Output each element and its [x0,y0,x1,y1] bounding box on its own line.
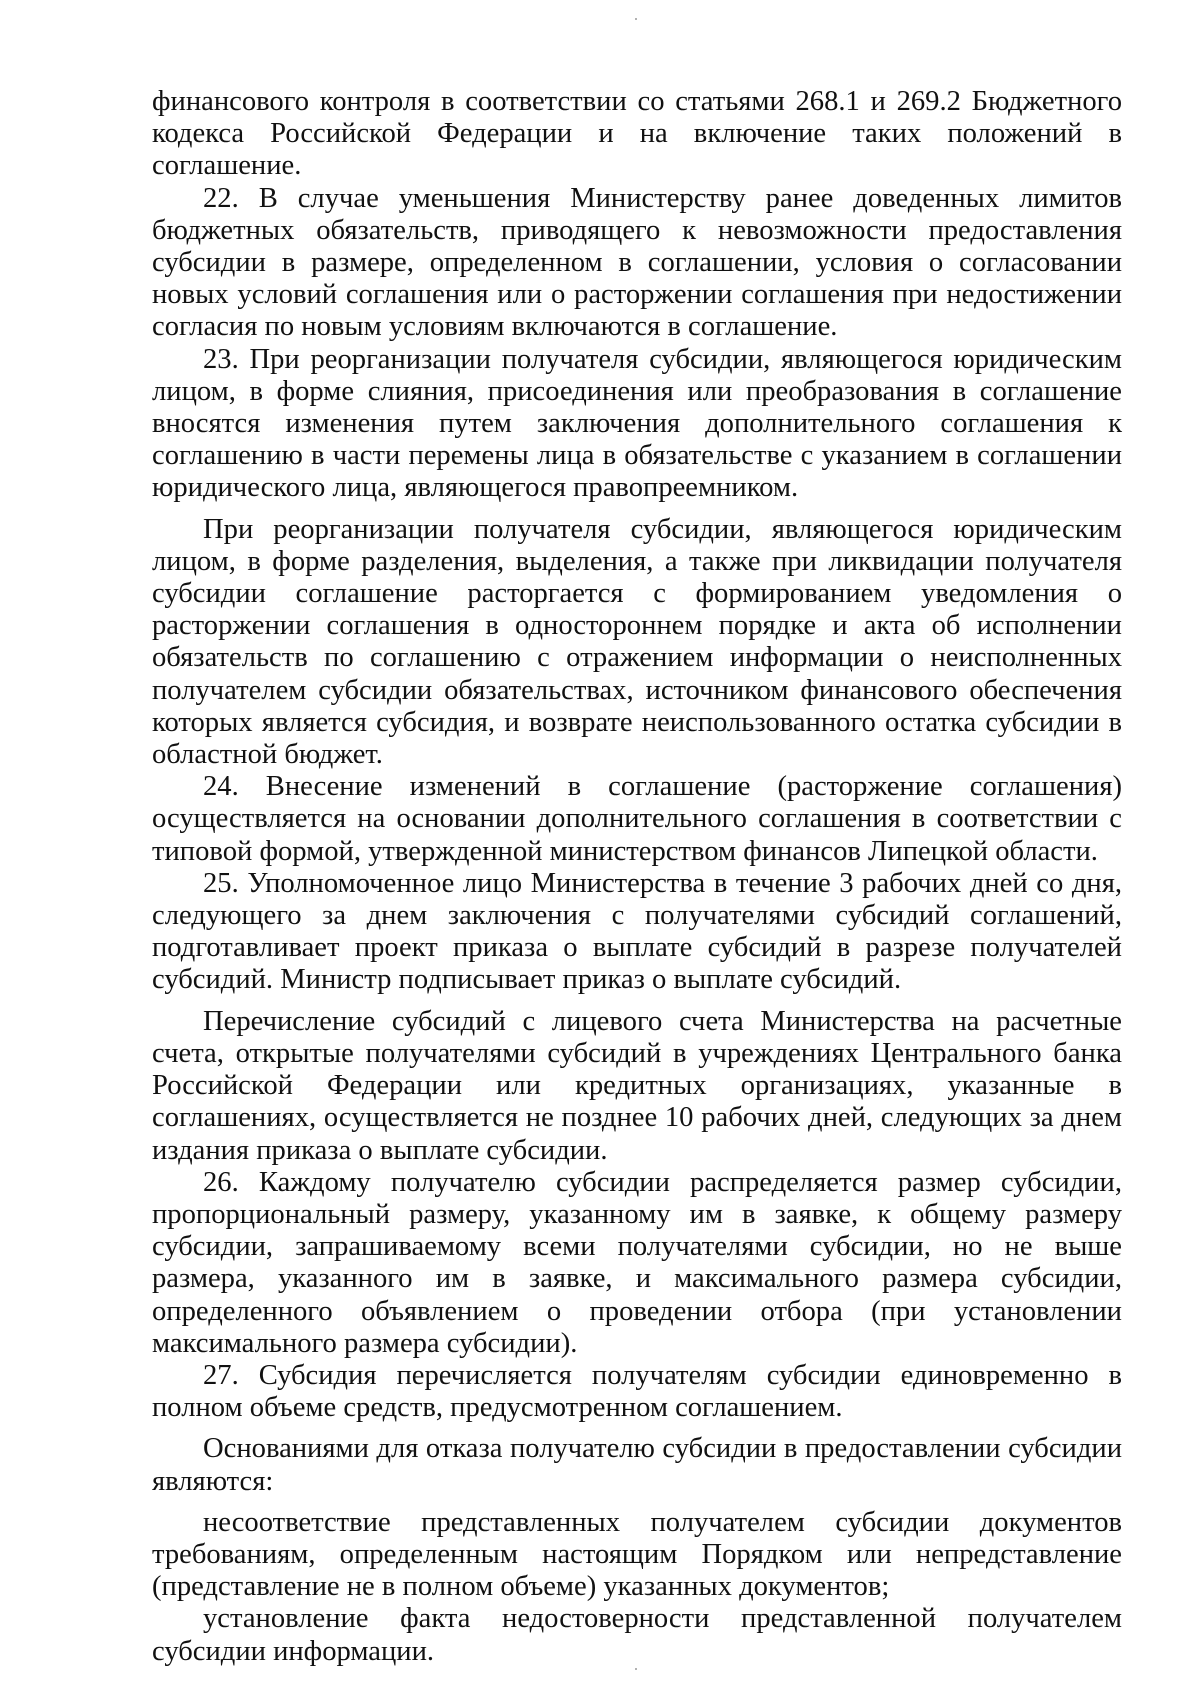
paragraph-25-transfer: Перечисление субсидий с лицевого счета Министерства на расчетные счета, открытые получателями субсидий в учреждениях Центрального банка Российской Федерации или кредитных организациях, указанные в соглашениях, осуществляется не позднее 10 рабочих дней, следующих за днем издания приказа о выплате субсидии. [152,1005,1122,1166]
paragraph-23-reorganization: При реорганизации получателя субсидии, являющегося юридическим лицом, в форме разделения, выделения, а также при ликвидации получателя субсидии соглашение расторгается с формированием уведомления о расторжении соглашения в одностороннем порядке и акта об исполнении обязательств по соглашению с отражением информации о неисполненных получателем субсидии обязательствах, источником финансового обеспечения которых является субсидия, и возврате неиспользованного остатка субсидии в областной бюджет. [152,513,1122,771]
paragraph-27: 27. Субсидия перечисляется получателям субсидии единовременно в полном объеме средств, предусмотренном соглашением. [152,1359,1122,1424]
paragraph-22: 22. В случае уменьшения Министерству ранее доведенных лимитов бюджетных обязательств, приводящего к невозможности предоставления субсидии в размере, определенном в соглашении, условия о согласовании новых условий соглашения или о расторжении соглашения при недостижении согласия по новым условиям включаются в соглашение. [152,182,1122,343]
paragraph-25: 25. Уполномоченное лицо Министерства в течение 3 рабочих дней со дня, следующего за днем заключения с получателями субсидий соглашений, подготавливает проект приказа о выплате субсидий в разрезе получателей субсидий. Министр подписывает приказ о выплате субсидий. [152,867,1122,996]
paragraph-ground-documents: несоответствие представленных получателем субсидии документов требованиям, определенным настоящим Порядком или непредставление (представление не в полном объеме) указанных документов; [152,1506,1122,1603]
scan-speck [635,18,637,20]
paragraph-26: 26. Каждому получателю субсидии распределяется размер субсидии, пропорциональный размеру, указанному им в заявке, к общему размеру субсидии, запрашиваемому всеми получателями субсидии, но не выше размера, указанного им в заявке, и максимального размера субсидии, определенного объявлением о проведении отбора (при установлении максимального размера субсидии). [152,1166,1122,1359]
paragraph-24: 24. Внесение изменений в соглашение (расторжение соглашения) осуществляется на основании дополнительного соглашения в соответствии с типовой формой, утвержденной министерством финансов Липецкой области. [152,771,1122,867]
paragraph-continuation: финансового контроля в соответствии со статьями 268.1 и 269.2 Бюджетного кодекса Российской Федерации и на включение таких положений в соглашение. [152,86,1122,182]
scan-speck [635,1668,637,1670]
paragraph-ground-information: установление факта недостоверности представленной получателем субсидии информации. [152,1603,1122,1667]
paragraph-refusal-grounds: Основаниями для отказа получателю субсидии в предоставлении субсидии являются: [152,1433,1122,1497]
paragraph-23: 23. При реорганизации получателя субсидии, являющегося юридическим лицом, в форме слияния, присоединения или преобразования в соглашение вносятся изменения путем заключения дополнительного соглашения к соглашению в части перемены лица в обязательстве с указанием в соглашении юридического лица, являющегося правопреемником. [152,343,1122,504]
document-body [152,86,1122,1668]
